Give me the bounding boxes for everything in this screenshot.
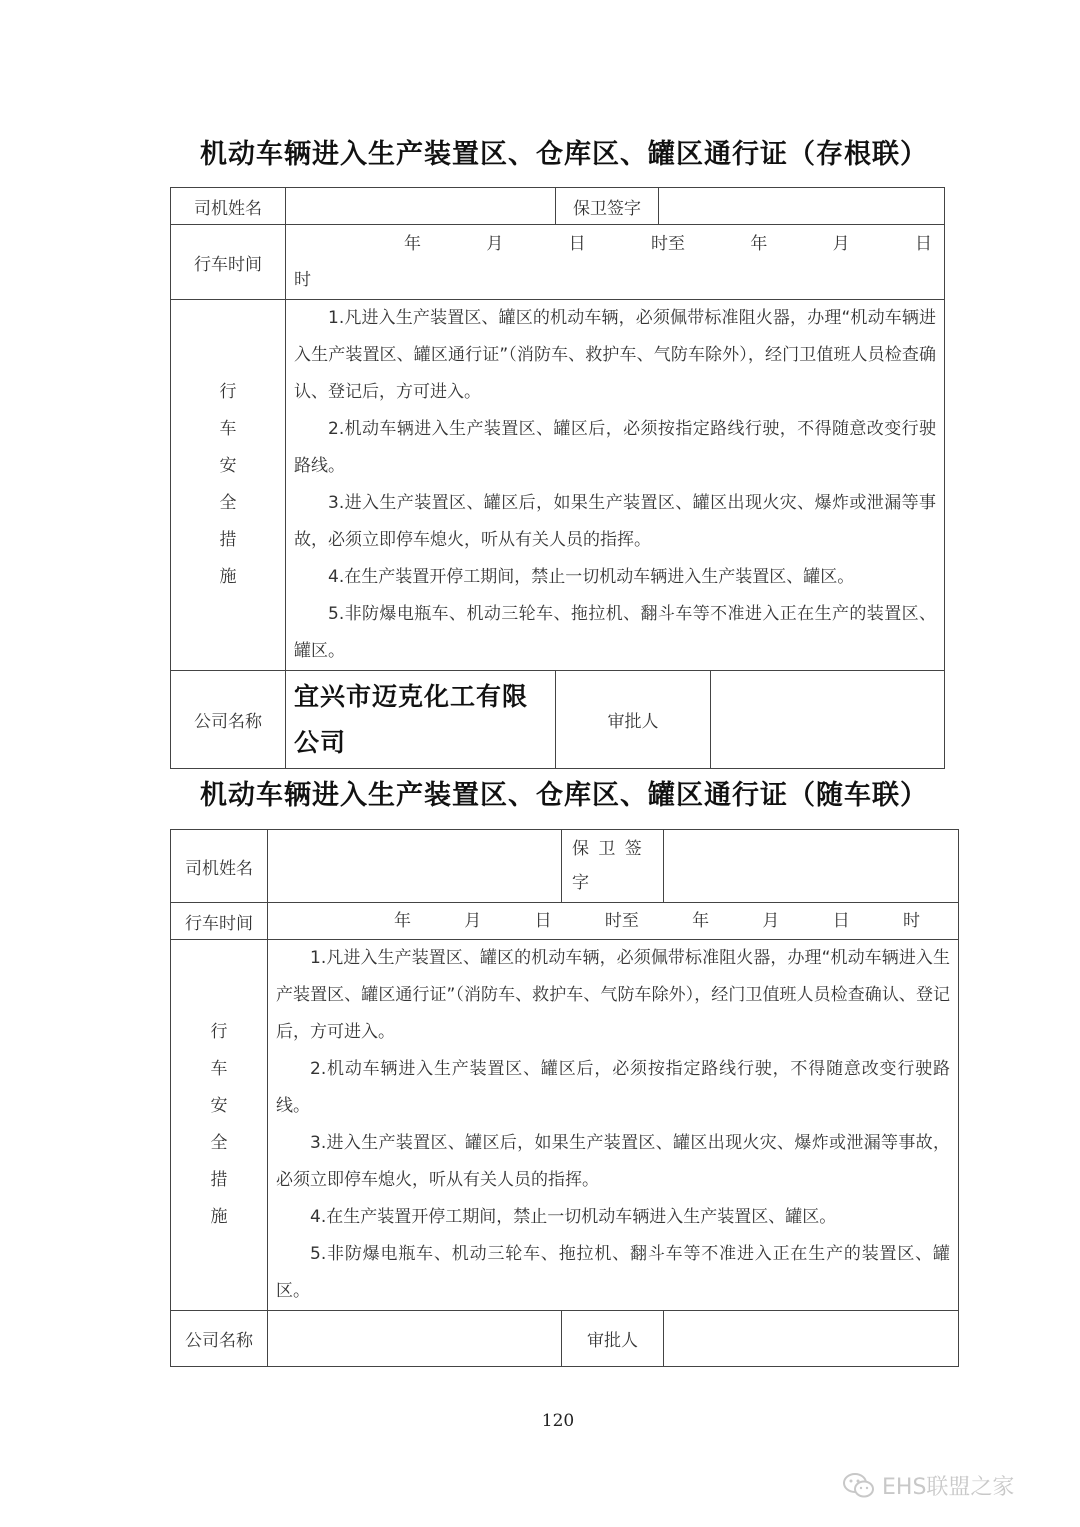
stub-measures-list: [286, 300, 945, 671]
stub-measures-label-char: 车: [219, 419, 237, 439]
stub-driver-field[interactable]: [286, 188, 556, 225]
copy-company-label: 公司名称: [171, 1311, 268, 1367]
copy-measures-label-char: 车: [210, 1059, 228, 1079]
copy-time-parts: [276, 903, 950, 939]
stub-time-parts: [294, 226, 936, 262]
copy-measure-item: 4.在生产装置开停工期间，禁止一切机动车辆进入生产装置区、罐区。: [310, 1207, 837, 1227]
stub-measures-label: [179, 380, 277, 590]
stub-time-label: 行车时间: [171, 225, 286, 300]
watermark: [842, 1470, 1014, 1501]
copy-measures-label-char: 全: [210, 1133, 228, 1153]
stub-time-part: 日: [914, 234, 932, 254]
copy-permit-table: [170, 829, 959, 1367]
copy-time-part: 年: [692, 911, 710, 931]
stub-guard-field[interactable]: [659, 188, 945, 225]
copy-measures-label-char: 行: [210, 1022, 228, 1042]
copy-measures-label-char: 施: [210, 1207, 228, 1227]
copy-time-part: 日: [832, 911, 850, 931]
page-number: 120: [541, 1411, 575, 1431]
copy-time-part: 月: [762, 911, 780, 931]
stub-time-part: 时至: [650, 234, 685, 254]
copy-measure-item: 5.非防爆电瓶车、机动三轮车、拖拉机、翻斗车等不准进入正在生产的装置区、罐区。: [276, 1244, 950, 1301]
stub-time-part: 月: [832, 234, 850, 254]
copy-approver-label: 审批人: [562, 1311, 664, 1367]
stub-measure-item: 1.凡进入生产装置区、罐区的机动车辆，必须佩带标准阻火器，办理“机动车辆进入生产装置区、罐区通行证”（消防车、救护车、气防车除外），经门卫值班人员检查确认、登记后，方可进入。: [294, 308, 936, 402]
copy-time-field[interactable]: [268, 903, 959, 940]
watermark-text: EHS联盟之家: [882, 1475, 1015, 1500]
wechat-icon: [842, 1472, 876, 1500]
stub-guard-label: 保卫签字: [556, 188, 659, 225]
stub-measures-label-char: 安: [219, 456, 237, 476]
stub-approver-label: 审批人: [556, 671, 711, 769]
copy-time-part: 日: [534, 911, 552, 931]
stub-measure-item: 2.机动车辆进入生产装置区、罐区后，必须按指定路线行驶，不得随意改变行驶路线。: [294, 419, 936, 476]
stub-time-overflow: 时: [294, 270, 311, 290]
stub-measures-label-char: 施: [219, 567, 237, 587]
stub-title: 机动车辆进入生产装置区、仓库区、罐区通行证（存根联）: [200, 139, 928, 170]
copy-title: 机动车辆进入生产装置区、仓库区、罐区通行证（随车联）: [200, 780, 928, 811]
copy-measure-item: 1.凡进入生产装置区、罐区的机动车辆，必须佩带标准阻火器，办理“机动车辆进入生产装置区、罐区通行证”（消防车、救护车、气防车除外），经门卫值班人员检查确认、登记后，方可进入。: [276, 948, 950, 1042]
stub-measures-label-char: 行: [219, 382, 237, 402]
stub-time-part: 年: [750, 234, 768, 254]
stub-permit-table: [170, 187, 945, 769]
copy-measure-item: 2.机动车辆进入生产装置区、罐区后，必须按指定路线行驶，不得随意改变行驶路线。: [276, 1059, 950, 1116]
copy-driver-label: 司机姓名: [171, 830, 268, 903]
stub-time-field[interactable]: [286, 225, 945, 300]
stub-approver-field[interactable]: [711, 671, 945, 769]
stub-time-part: 日: [568, 234, 586, 254]
stub-measure-item: 5.非防爆电瓶车、机动三轮车、拖拉机、翻斗车等不准进入正在生产的装置区、罐区。: [294, 604, 936, 661]
copy-measures-label: [179, 1020, 259, 1230]
copy-company-field[interactable]: [268, 1311, 562, 1367]
copy-time-part: 时至: [604, 911, 639, 931]
copy-time-part: 时: [902, 911, 920, 931]
copy-guard-label: 保 卫 签 字: [562, 830, 664, 903]
stub-measure-item: 3.进入生产装置区、罐区后，如果生产装置区、罐区出现火灾、爆炸或泄漏等事故，必须立即停车熄火，听从有关人员的指挥。: [294, 493, 936, 550]
stub-measures-label-cell: [171, 300, 286, 671]
copy-time-label: 行车时间: [171, 903, 268, 940]
copy-time-part: 年: [394, 911, 411, 931]
stub-measure-item: 4.在生产装置开停工期间，禁止一切机动车辆进入生产装置区、罐区。: [328, 567, 855, 587]
copy-approver-field[interactable]: [664, 1311, 959, 1367]
copy-measures-label-char: 措: [210, 1170, 228, 1190]
copy-time-part: 月: [464, 911, 482, 931]
stub-company-value: 宜兴市迈克化工有限公司: [294, 681, 529, 757]
stub-company-label: 公司名称: [171, 671, 286, 769]
copy-measures-label-char: 安: [210, 1096, 228, 1116]
stub-driver-label: 司机姓名: [171, 188, 286, 225]
stub-measures-label-char: 措: [219, 530, 237, 550]
stub-time-part: 年: [404, 234, 421, 254]
stub-time-part: 月: [486, 234, 504, 254]
copy-driver-field[interactable]: [268, 830, 562, 903]
stub-measures-label-char: 全: [219, 493, 237, 513]
copy-measure-item: 3.进入生产装置区、罐区后，如果生产装置区、罐区出现火灾、爆炸或泄漏等事故，必须立即停车熄火，听从有关人员的指挥。: [276, 1133, 950, 1190]
copy-measures-label-cell: [171, 940, 268, 1311]
copy-guard-field[interactable]: [664, 830, 959, 903]
stub-company-field[interactable]: [286, 671, 556, 769]
copy-measures-list: [268, 940, 959, 1311]
